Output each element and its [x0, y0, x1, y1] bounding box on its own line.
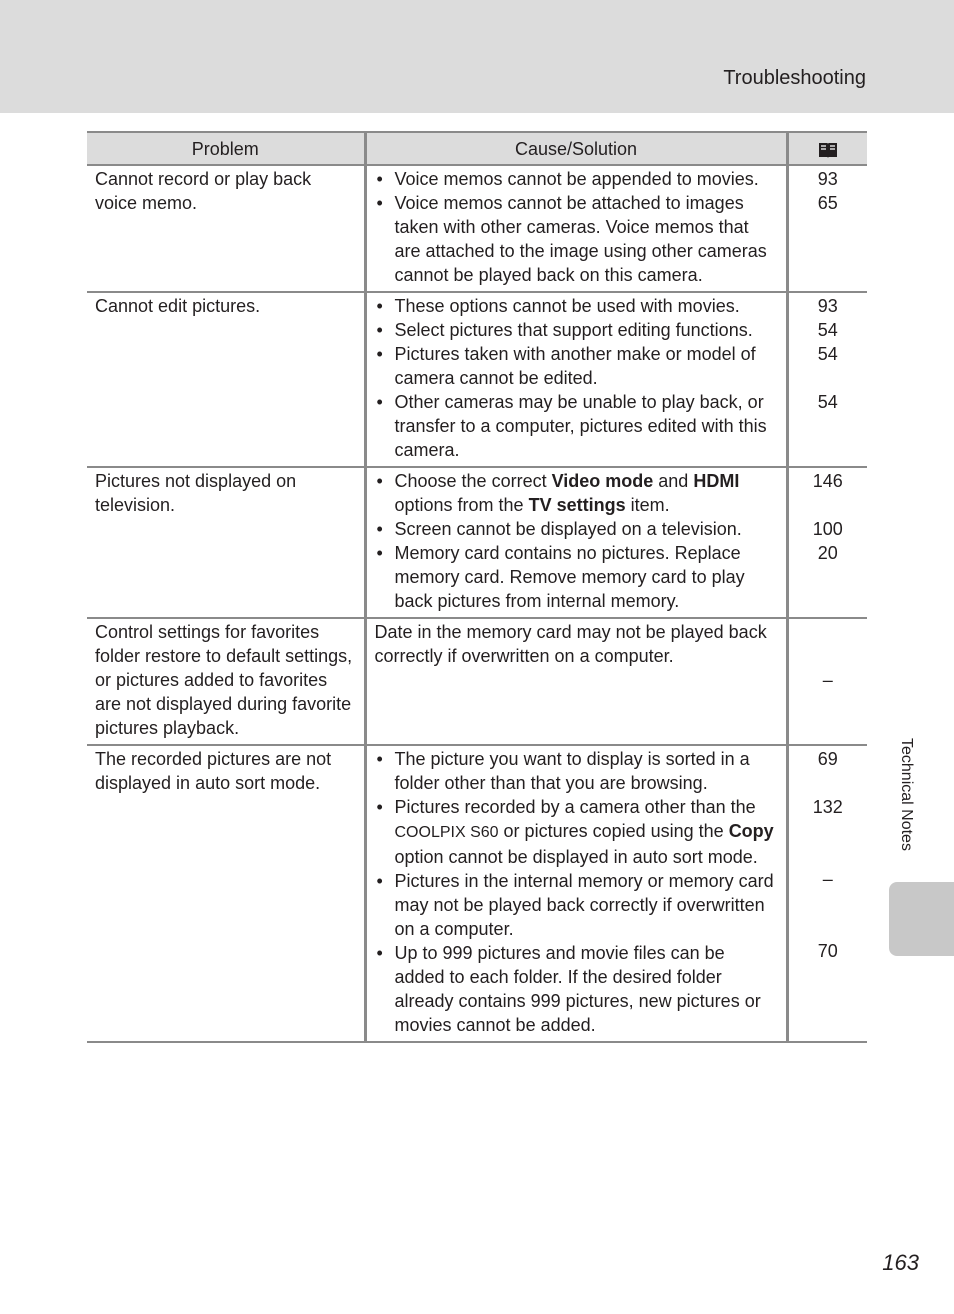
list-item: • Voice memos cannot be attached to images taken with other cameras. Voice memos that are attached to the image using other cameras cannot be played back on this camera. [375, 191, 778, 287]
table-row [87, 618, 867, 745]
reference-cell [787, 292, 867, 467]
list-item [375, 795, 778, 869]
book-reference-icon [818, 141, 838, 159]
section-side-label: Technical Notes [898, 738, 915, 851]
page-reference: 93 [817, 296, 838, 316]
problem-cell: Pictures not displayed on television. [87, 467, 365, 618]
reference-spacer [797, 366, 860, 390]
list-item: • Pictures taken with another make or model of camera cannot be edited. [375, 342, 778, 390]
text-run: Pictures recorded by a camera other than the [394, 797, 756, 817]
list-item [375, 469, 778, 517]
text-run: options from the [394, 495, 529, 515]
problem-cell: The recorded pictures are not displayed in auto sort mode. [87, 745, 365, 1042]
list-item: • Memory card contains no pictures. Replace memory card. Remove memory card to play back pictures from internal memory. [375, 541, 778, 613]
page-reference: 69 [817, 749, 838, 769]
list-item: • Screen cannot be displayed on a television. [375, 517, 778, 541]
camera-model-name: COOLPIX S60 [394, 824, 499, 841]
list-item: • Other cameras may be unable to play back, or transfer to a computer, pictures edited with this camera. [375, 390, 778, 462]
reference-spacer [797, 843, 860, 867]
page-reference: 20 [817, 543, 838, 563]
table-row [87, 745, 867, 1042]
table-row [87, 165, 867, 292]
reference-spacer [797, 771, 860, 795]
page-reference: 146 [812, 471, 843, 491]
cause-cell [365, 292, 787, 467]
reference-spacer [797, 891, 860, 915]
reference-cell [787, 745, 867, 1042]
menu-option-name: Video mode [551, 471, 654, 491]
problem-cell: Cannot edit pictures. [87, 292, 365, 467]
table-row [87, 467, 867, 618]
page-reference: 65 [817, 193, 838, 213]
problem-cell: Cannot record or play back voice memo. [87, 165, 365, 292]
header-band [0, 0, 954, 113]
text-run: Choose the correct [394, 471, 552, 491]
page-reference: – [822, 670, 833, 690]
page-reference: 70 [817, 941, 838, 961]
reference-cell [787, 165, 867, 292]
page-reference: 54 [817, 392, 838, 412]
column-header-cause: Cause/Solution [365, 132, 787, 165]
cause-cell [365, 745, 787, 1042]
reference-spacer [797, 819, 860, 843]
page-reference: 132 [812, 797, 843, 817]
page-reference: 54 [817, 320, 838, 340]
table-row [87, 292, 867, 467]
reference-cell [787, 618, 867, 745]
page-reference: 93 [817, 169, 838, 189]
text-run: option cannot be displayed in auto sort mode. [394, 847, 758, 867]
reference-spacer [797, 493, 860, 517]
table-header-row [87, 132, 867, 165]
reference-cell [787, 467, 867, 618]
page-reference: 100 [812, 519, 843, 539]
list-item: • Voice memos cannot be appended to movies. [375, 167, 778, 191]
cause-cell [365, 165, 787, 292]
menu-option-name: Copy [728, 821, 774, 841]
page-reference: – [822, 869, 833, 889]
list-item: • Up to 999 pictures and movie files can be added to each folder. If the desired folder already contains 999 pictures, new pictures or movies cannot be added. [375, 941, 778, 1037]
text-run: or pictures copied using the [498, 821, 729, 841]
list-item: • Select pictures that support editing functions. [375, 318, 778, 342]
section-thumb-tab [889, 882, 954, 956]
cause-cell [365, 467, 787, 618]
list-item: • These options cannot be used with movies. [375, 294, 778, 318]
page-reference: 54 [817, 344, 838, 364]
column-header-reference [787, 132, 867, 165]
text-run: item. [625, 495, 670, 515]
section-title: Troubleshooting [723, 67, 866, 89]
list-item: • Pictures in the internal memory or memory card may not be played back correctly if overwritten on a computer. [375, 869, 778, 941]
reference-spacer [797, 915, 860, 939]
page-number: 163 [882, 1250, 919, 1275]
text-run: and [653, 471, 694, 491]
menu-option-name: HDMI [693, 471, 740, 491]
list-item: • The picture you want to display is sorted in a folder other than that you are browsing. [375, 747, 778, 795]
column-header-problem: Problem [87, 132, 365, 165]
cause-cell: Date in the memory card may not be played back correctly if overwritten on a computer. [365, 618, 787, 745]
troubleshooting-table [87, 131, 867, 1043]
menu-option-name: TV settings [528, 495, 626, 515]
problem-cell: Control settings for favorites folder restore to default settings, or pictures added to favorites are not displayed during favorite pictures playback. [87, 618, 365, 745]
